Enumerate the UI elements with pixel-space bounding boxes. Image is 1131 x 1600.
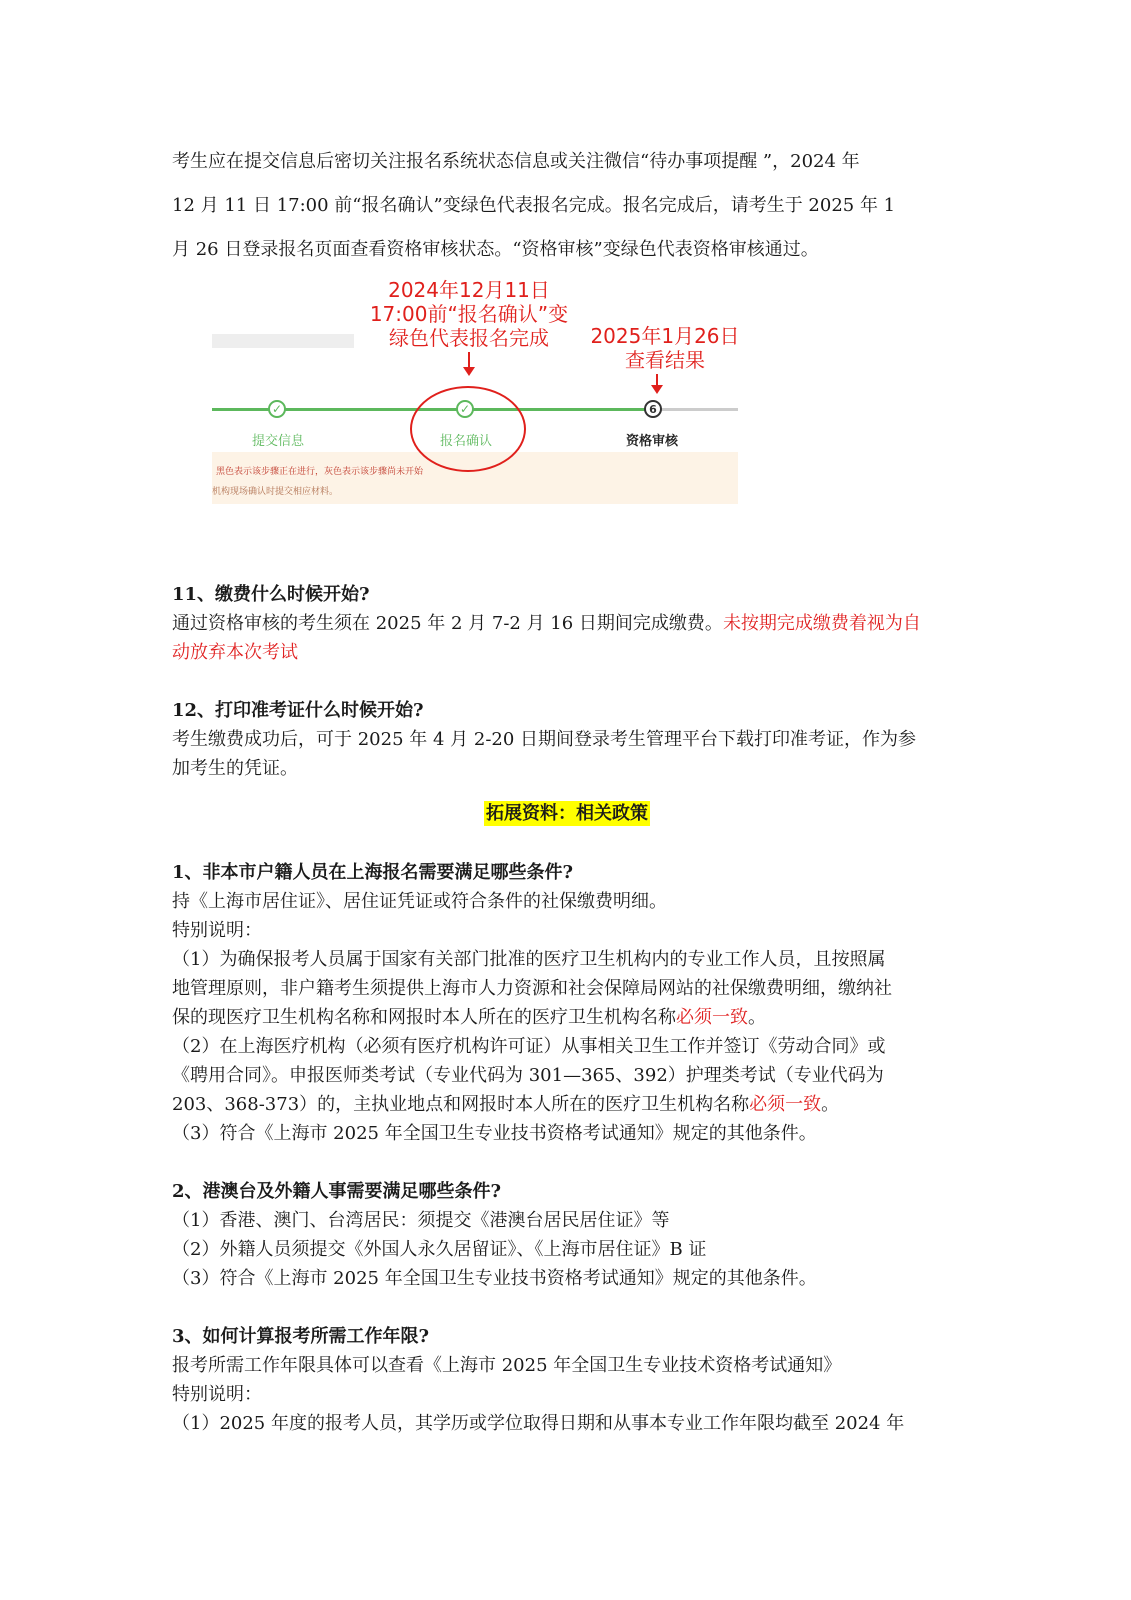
intro-line: 月 26 日登录报名页面查看资格审核状态。“资格审核”变绿色代表资格审核通过。 <box>172 239 819 260</box>
list-item: （1）2025 年度的报考人员，其学历或学位取得日期和从事本专业工作年限均截至 2024 年 <box>172 1413 905 1434</box>
intro-line: 12 月 11 日 17:00 前“报名确认”变绿色代表报名完成。报名完成后，请考生于 2025 年 1 <box>172 195 896 216</box>
annotation-left-line: 17:00前“报名确认”变 <box>369 302 569 326</box>
list-item: （1）为确保报考人员属于国家有关部门批准的医疗卫生机构内的专业工作人员，且按照属 <box>172 949 886 970</box>
placeholder-bar <box>212 334 354 348</box>
warning-text: 必须一致 <box>749 1094 822 1115</box>
list-item: （3）符合《上海市 2025 年全国卫生专业技书资格考试通知》规定的其他条件。 <box>172 1123 817 1144</box>
list-item-part: 。 <box>821 1094 840 1115</box>
step-number-icon: 6 <box>644 400 662 418</box>
answer-text <box>172 609 962 638</box>
document-page <box>172 140 962 1438</box>
list-item <box>172 1003 962 1032</box>
answer-text: 报考所需工作年限具体可以查看《上海市 2025 年全国卫生专业技术资格考试通知》 <box>172 1355 842 1376</box>
list-item-part: 。 <box>748 1007 766 1028</box>
answer-text: 加考生的凭证。 <box>172 758 298 779</box>
answer-text: 持《上海市居住证》、居住证凭证或符合条件的社保缴费明细。 <box>172 891 667 912</box>
note-label: 特别说明： <box>172 920 262 941</box>
intro-paragraph <box>172 140 962 272</box>
annotation-right-line: 2025年1月26日 <box>590 324 740 348</box>
list-item <box>172 1090 962 1119</box>
question-title: 11、缴费什么时候开始? <box>172 584 370 605</box>
warning-text: 未按期完成缴费着视为自 <box>722 613 921 634</box>
warning-text: 必须一致 <box>676 1007 748 1028</box>
question-title: 3、如何计算报考所需工作年限? <box>172 1326 430 1347</box>
list-item: 《聘用合同》。申报医师类考试（专业代码为 301—365、392）护理类考试（专业代码为 <box>172 1065 884 1086</box>
check-icon: ✓ <box>456 400 474 418</box>
list-item: （3）符合《上海市 2025 年全国卫生专业技书资格考试通知》规定的其他条件。 <box>172 1268 817 1289</box>
list-item: （2）在上海医疗机构（必须有医疗机构许可证）从事相关卫生工作并签订《劳动合同》或 <box>172 1036 886 1057</box>
annotation-right-line: 查看结果 <box>625 348 705 372</box>
list-item-part: 保的现医疗卫生机构名称和网报时本人所在的医疗卫生机构名称 <box>172 1007 676 1028</box>
list-item-part: 203、368-373）的，主执业地点和网报时本人所在的医疗卫生机构名称 <box>172 1094 750 1115</box>
note-label: 特别说明： <box>172 1384 262 1405</box>
step-label-review: 资格审核 <box>626 434 679 449</box>
intro-line: 考生应在提交信息后密切关注报名系统状态信息或关注微信“待办事项提醒 ”，2024 年 <box>172 151 860 172</box>
step-label-submit: 提交信息 <box>252 434 305 449</box>
list-item: 地管理原则，非户籍考生须提供上海市人力资源和社会保障局网站的社保缴费明细，缴纳社 <box>172 978 892 999</box>
question-title: 12、打印准考证什么时候开始? <box>172 700 424 721</box>
annotation-right-arrow <box>656 374 658 386</box>
annotation-right <box>590 324 740 372</box>
list-item: （2）外籍人员须提交《外国人永久居留证》、《上海市居住证》B 证 <box>172 1239 707 1260</box>
annotation-left-arrow <box>468 352 470 368</box>
section-heading <box>172 799 962 828</box>
highlight-circle <box>410 386 526 472</box>
notice-line: 黑色表示该步骤正在进行，灰色表示该步骤尚未开始 <box>216 467 424 477</box>
faq-body <box>172 580 962 1438</box>
question-title: 2、港澳台及外籍人事需要满足哪些条件? <box>172 1181 502 1202</box>
annotation-left-line: 2024年12月11日 <box>388 278 550 302</box>
question-title: 1、非本市户籍人员在上海报名需要满足哪些条件? <box>172 862 574 883</box>
registration-status-figure <box>172 272 962 542</box>
check-icon: ✓ <box>268 400 286 418</box>
step-label-confirm: 报名确认 <box>440 434 493 449</box>
section-heading-text: 拓展资料：相关政策 <box>486 803 648 824</box>
list-item: （1）香港、澳门、台湾居民：须提交《港澳台居民居住证》等 <box>172 1210 670 1231</box>
answer-text-part: 通过资格审核的考生须在 2025 年 2 月 7-2 月 16 日期间完成缴费。 <box>172 613 723 634</box>
annotation-left-line: 绿色代表报名完成 <box>389 326 549 350</box>
warning-text: 动放弃本次考试 <box>172 642 298 663</box>
notice-line: 机构现场确认时提交相应材料。 <box>212 487 339 497</box>
answer-text: 考生缴费成功后，可于 2025 年 4 月 2-20 日期间登录考生管理平台下载打印准考证，作为参 <box>172 729 917 750</box>
annotation-left <box>364 278 574 350</box>
